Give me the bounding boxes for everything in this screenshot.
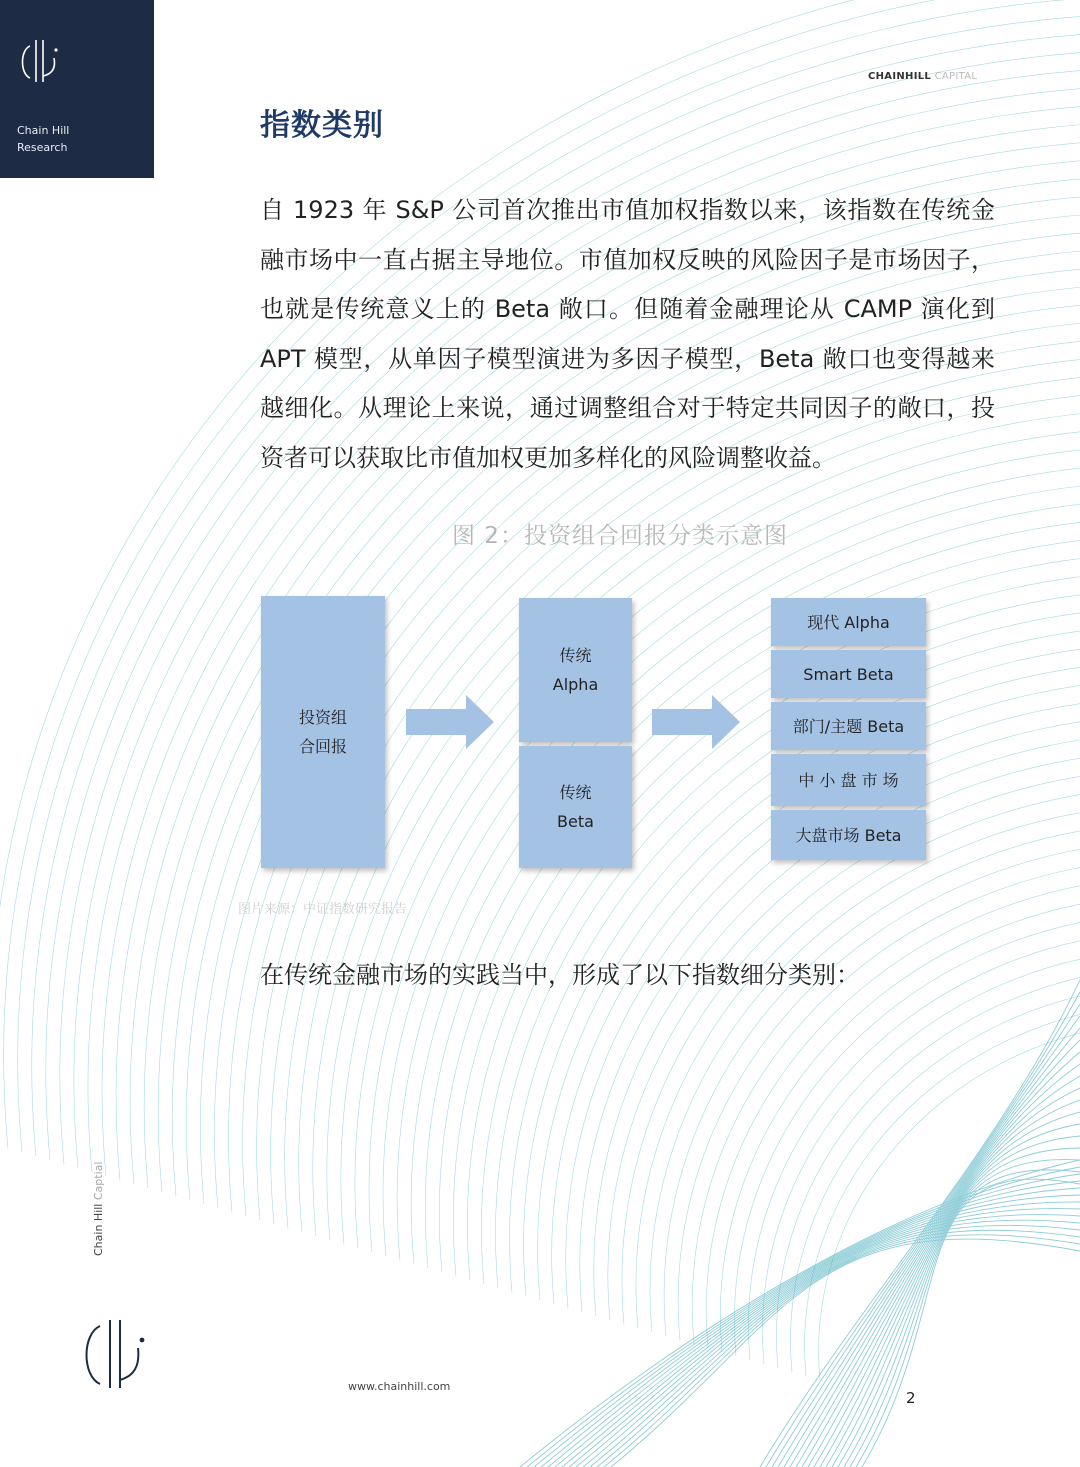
figure-source: 图片来源：中证指数研究报告	[238, 902, 408, 917]
sector-theme-beta-label: 部门/主题 Beta	[792, 716, 905, 736]
wave-line	[562, 1202, 1080, 1467]
smart-beta-label: Smart Beta	[803, 664, 894, 684]
portfolio-line-2: 合回报	[298, 737, 347, 756]
page-number: 2	[906, 1389, 916, 1407]
portfolio-return-diagram	[255, 590, 945, 880]
wave-line	[826, 1112, 1080, 1467]
modern-alpha-box	[771, 598, 926, 646]
brand-header-box	[0, 0, 154, 178]
traditional-alpha-box	[519, 598, 632, 742]
index-categories-intro: 在传统金融市场的实践当中，形成了以下指数细分类别：	[260, 961, 860, 989]
wave-line	[534, 1174, 1080, 1467]
small-mid-cap-box	[771, 754, 926, 806]
chainhill-logo-icon	[78, 1316, 150, 1392]
small-mid-cap-label: 中 小 盘 市 场	[798, 770, 899, 790]
page-title: 指数类别	[260, 108, 384, 143]
smart-beta-box	[771, 650, 926, 698]
large-cap-beta-label: 大盘市场 Beta	[795, 825, 902, 845]
wave-line	[748, 930, 1080, 1360]
website-url: www.chainhill.com	[348, 1380, 451, 1393]
wave-line	[555, 1195, 1080, 1467]
traditional-beta-line-1: 传统	[559, 783, 592, 802]
wave-line	[548, 1188, 1080, 1467]
portfolio-return-box	[261, 596, 385, 868]
vertical-brand-bold: Chain Hill	[92, 1203, 105, 1256]
arrow-right-icon	[406, 693, 496, 751]
header-company-name	[868, 71, 977, 82]
modern-alpha-label: 现代 Alpha	[807, 612, 890, 632]
sector-theme-beta-box	[771, 702, 926, 750]
wave-line	[820, 1100, 1080, 1467]
portfolio-line-1: 投资组	[298, 708, 347, 727]
traditional-beta-box	[519, 746, 632, 868]
wave-line	[664, 822, 1080, 1336]
figure-caption: 图 2：投资组合回报分类示意图	[452, 523, 788, 549]
intro-paragraph: 自 1923 年 S&P 公司首次推出市值加权指数以来，该指数在传统金融市场中一直占据主导地位。市值加权反映的风险因子是市场因子，也就是传统意义上的 Beta 敞口。但随着金融理论从 CAMP 演化到 APT 模型，从单因子模型演进为多因子模型，Beta 敞口也变得越来越细化。从理论上来说，通过调整组合对于特定共同因子的敞口，投资者可以获取比市值加权更加多样化的风险调整收益。	[260, 196, 995, 472]
company-name-light: CAPITAL	[934, 71, 978, 82]
wave-line	[650, 804, 1080, 1332]
brand-line-1: Chain Hill	[17, 124, 70, 137]
chainhill-logo-icon	[16, 38, 62, 84]
vertical-brand-light: Captial	[92, 1161, 105, 1201]
wave-line	[832, 1124, 1080, 1467]
large-cap-beta-box	[771, 810, 926, 860]
traditional-beta-line-2: Beta	[557, 812, 594, 831]
wave-line	[766, 992, 1080, 1467]
arrow-right-icon	[652, 693, 742, 751]
brand-name	[17, 122, 69, 156]
traditional-alpha-line-1: 传统	[559, 646, 592, 665]
wave-line	[777, 966, 1080, 1368]
wave-line	[791, 984, 1080, 1372]
wave-line	[814, 1088, 1080, 1467]
vertical-brand-text	[92, 1162, 105, 1256]
brand-line-2: Research	[17, 141, 68, 154]
company-name-bold: CHAINHILL	[868, 71, 932, 82]
wave-line	[808, 1076, 1080, 1467]
traditional-alpha-line-2: Alpha	[552, 675, 599, 694]
wave-line	[862, 1179, 1080, 1467]
wave-line	[541, 1181, 1080, 1467]
